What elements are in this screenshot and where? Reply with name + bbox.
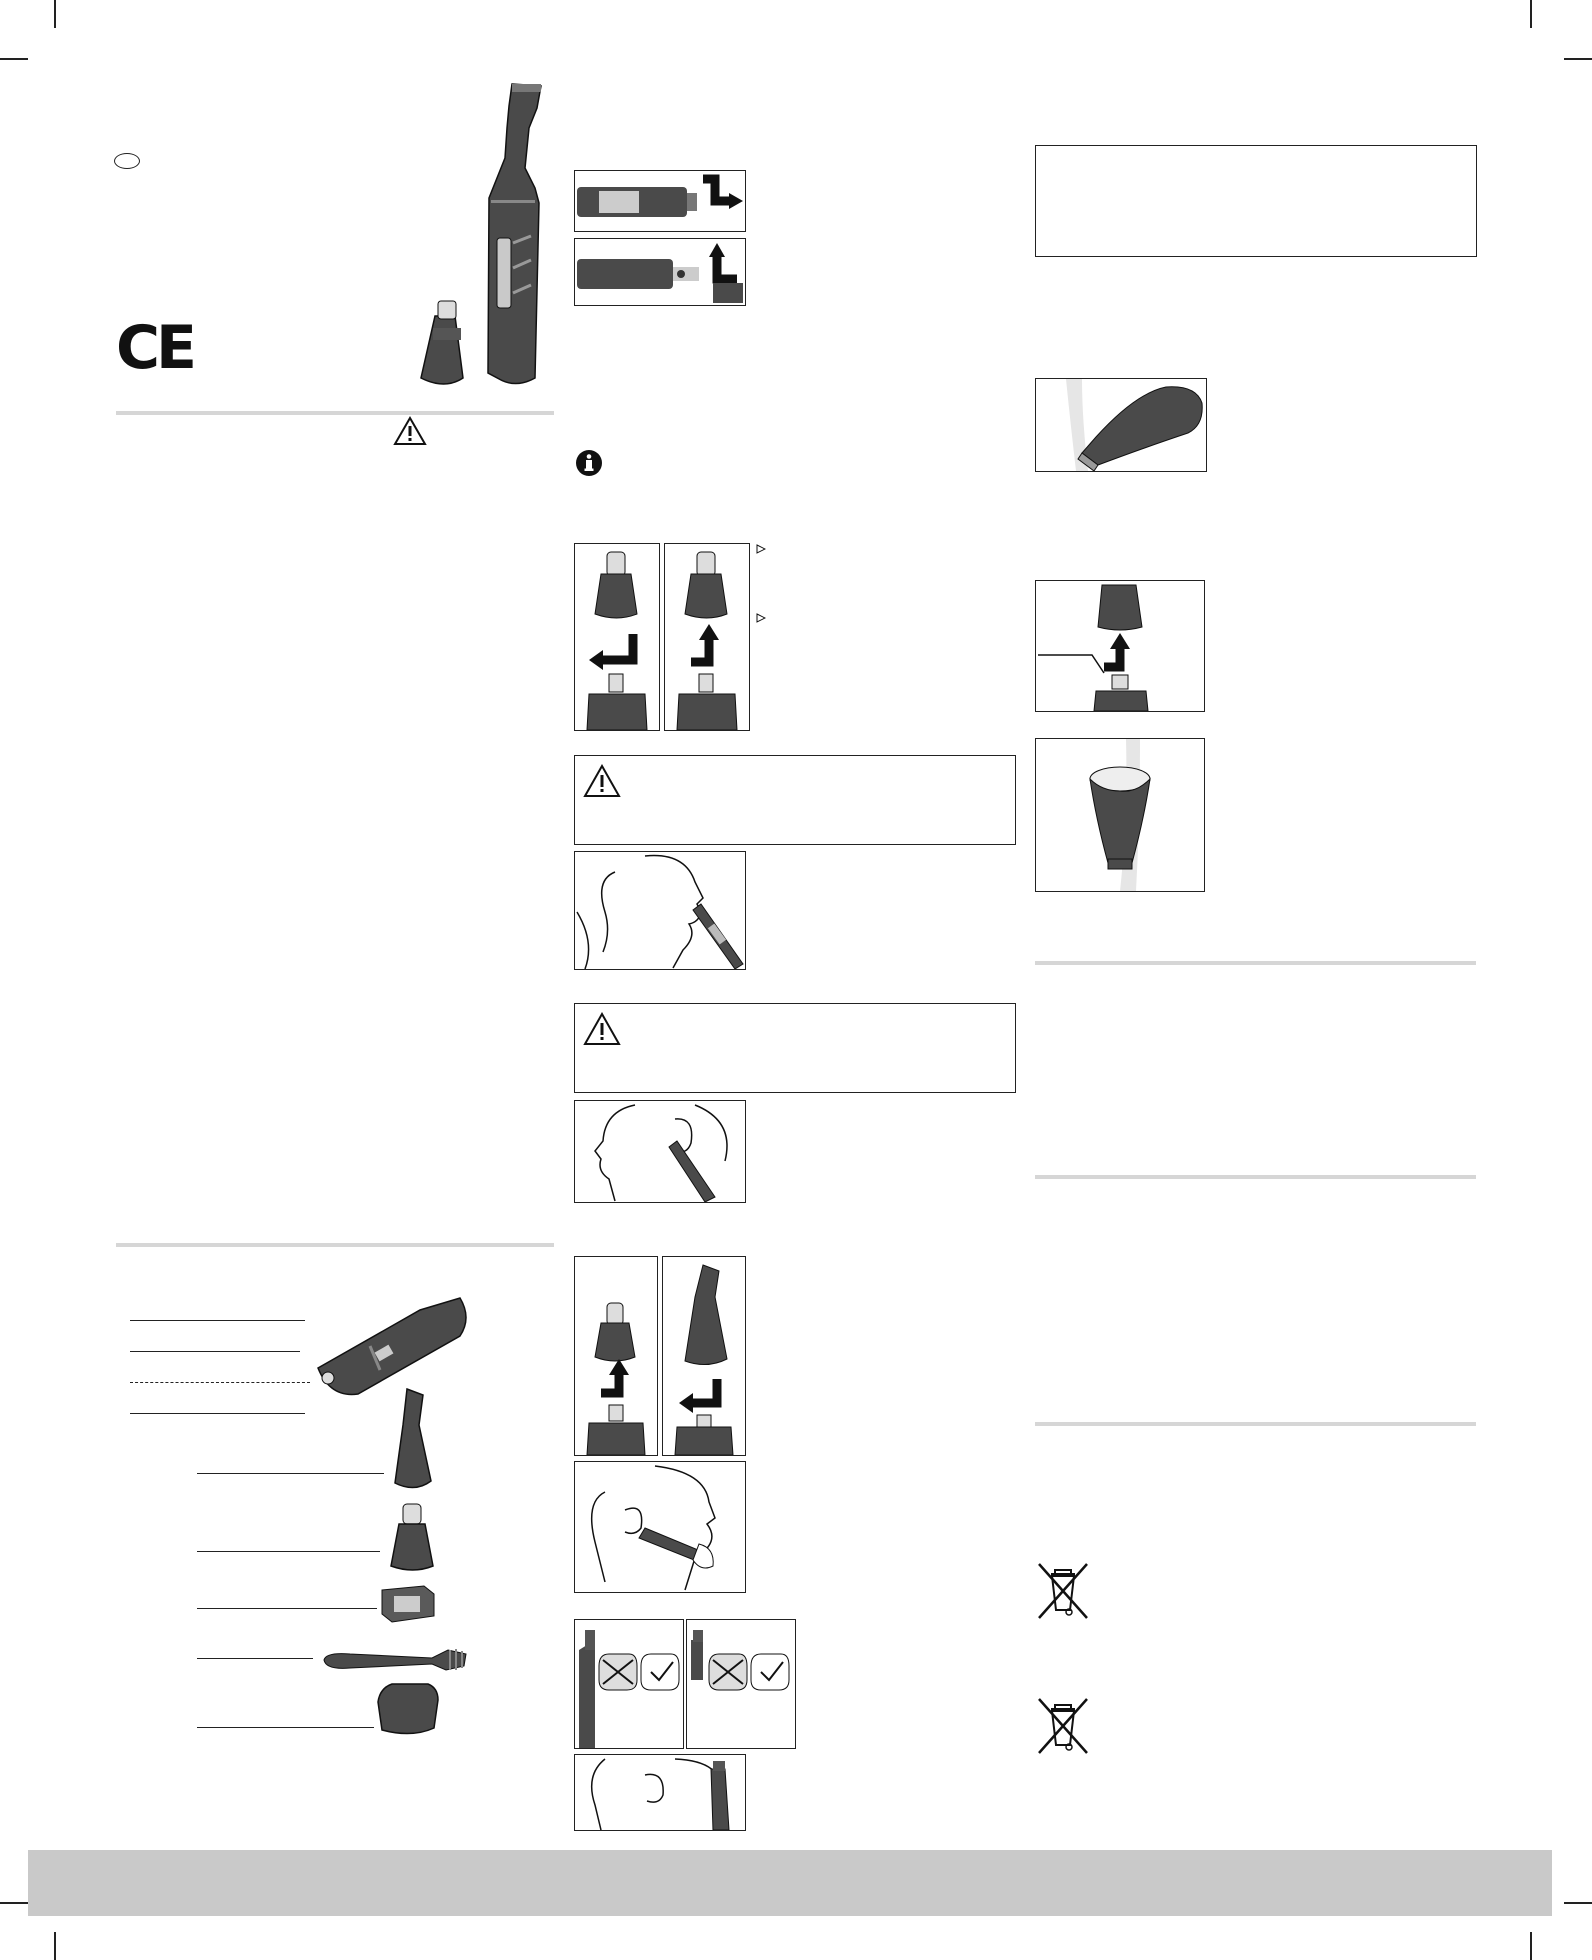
head-attach-illustration: [664, 543, 750, 731]
crop-mark: [54, 1932, 56, 1960]
warning-box: [574, 1003, 1016, 1093]
footer-band: [28, 1850, 1552, 1916]
trimmer-body-image: [310, 1290, 470, 1400]
warning-triangle-icon: [393, 416, 427, 446]
protective-cap-image: [372, 1680, 444, 1738]
rinse-head-illustration-2: [1035, 738, 1205, 892]
ear-trimming-illustration: [574, 1100, 746, 1203]
sideburn-trimming-illustration: [574, 1754, 746, 1831]
remove-head-illustration: [1035, 580, 1205, 712]
nose-trimming-illustration: [574, 851, 746, 970]
callout-line: [130, 1351, 300, 1352]
crop-mark: [1530, 0, 1532, 28]
section-rule: [116, 411, 554, 415]
crop-mark: [0, 1902, 28, 1904]
head-swap-illustration-2: [662, 1256, 746, 1456]
callout-line: [130, 1382, 310, 1383]
bullet-arrow-icon: [756, 544, 766, 554]
section-rule: [1035, 1175, 1476, 1179]
blade-orientation-illustration-1: [574, 1619, 684, 1749]
battery-illustration-close: [574, 238, 746, 306]
crop-mark: [1564, 1902, 1592, 1904]
info-icon: [574, 448, 604, 478]
callout-line: [197, 1658, 313, 1659]
battery-illustration-open: [574, 170, 746, 232]
note-box: [1035, 145, 1477, 257]
warning-triangle-icon: [583, 1012, 621, 1046]
section-rule: [1035, 1422, 1476, 1426]
section-rule: [116, 1243, 554, 1247]
weee-bin-icon: [1033, 1560, 1093, 1620]
bullet-arrow-icon: [756, 613, 766, 623]
beard-trimming-illustration: [574, 1461, 746, 1593]
warning-box: [574, 755, 1016, 845]
callout-line: [197, 1473, 384, 1474]
blade-unit-image: [378, 1582, 438, 1626]
section-rule: [1035, 961, 1476, 965]
ce-mark: CE: [116, 313, 194, 383]
crop-mark: [1530, 1932, 1532, 1960]
callout-line: [197, 1608, 377, 1609]
cleaning-brush-image: [320, 1640, 470, 1680]
callout-line: [130, 1320, 305, 1321]
callout-line: [130, 1413, 305, 1414]
callout-line: [197, 1727, 374, 1728]
weee-bin-icon: [1033, 1695, 1093, 1755]
crop-mark: [1564, 58, 1592, 60]
language-badge: [114, 153, 140, 169]
warning-triangle-icon: [583, 764, 621, 798]
blade-orientation-illustration-2: [686, 1619, 796, 1749]
crop-mark: [0, 58, 28, 60]
trimmer-main-image: [405, 78, 575, 388]
rotary-head-image: [383, 1502, 443, 1572]
crop-mark: [54, 0, 56, 28]
head-detach-illustration: [574, 543, 660, 731]
head-swap-illustration-1: [574, 1256, 658, 1456]
callout-line: [197, 1551, 380, 1552]
precision-head-image: [385, 1385, 445, 1495]
rinse-head-illustration-1: [1035, 378, 1207, 472]
